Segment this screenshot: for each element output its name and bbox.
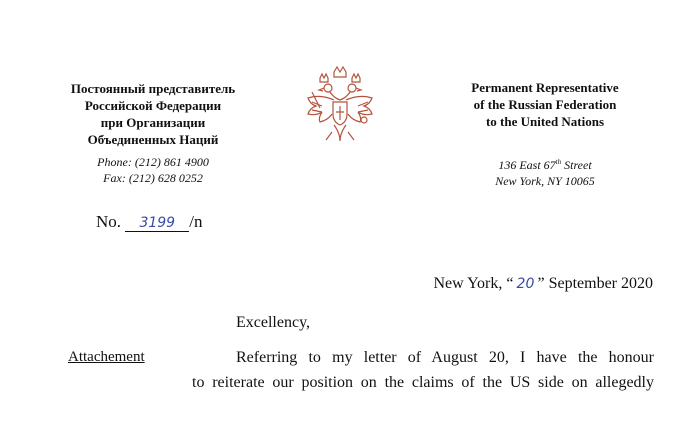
header-left-line: Объединенных Наций bbox=[87, 132, 219, 147]
phone-number: Phone: (212) 861 4900 bbox=[97, 155, 209, 169]
double-headed-eagle-icon bbox=[298, 62, 382, 152]
header-left-russian bbox=[58, 80, 248, 148]
header-left-line: Российской Федерации bbox=[84, 98, 222, 113]
header-left-line: Постоянный представитель bbox=[70, 81, 236, 96]
body-text-line: Referring to my letter of August 20, I have the honour bbox=[236, 349, 654, 366]
reference-handwritten-number: 3199 bbox=[125, 215, 189, 232]
date-handwritten-day: 20 bbox=[516, 276, 535, 292]
header-right-line: of the Russian Federation bbox=[473, 97, 617, 112]
reference-suffix: /n bbox=[189, 212, 203, 231]
header-right-line: Permanent Representative bbox=[471, 80, 619, 95]
reference-number bbox=[96, 212, 203, 232]
reference-prefix: No. bbox=[96, 212, 122, 231]
ordinal-suffix: th bbox=[555, 158, 562, 166]
header-right-english bbox=[455, 79, 635, 130]
city-zip: New York, NY 10065 bbox=[495, 174, 595, 188]
contact-left bbox=[58, 154, 248, 186]
date-month-year: ” September 2020 bbox=[537, 275, 653, 292]
attachment-label: Attachement bbox=[68, 349, 145, 365]
street-address bbox=[455, 154, 635, 173]
fax-number: Fax: (212) 628 0252 bbox=[103, 171, 203, 185]
salutation: Excellency, bbox=[236, 314, 311, 331]
body-text-line: to reiterate our position on the claims of the US side on allegedly bbox=[192, 374, 654, 391]
street-name: Street bbox=[561, 158, 592, 172]
date-place: New York, “ bbox=[433, 275, 514, 292]
date-line bbox=[433, 275, 653, 293]
header-right-line: to the United Nations bbox=[485, 114, 605, 129]
street-number: 136 East 67 bbox=[498, 158, 556, 172]
address-block bbox=[455, 154, 635, 189]
header-left-line: при Организации bbox=[100, 115, 206, 130]
